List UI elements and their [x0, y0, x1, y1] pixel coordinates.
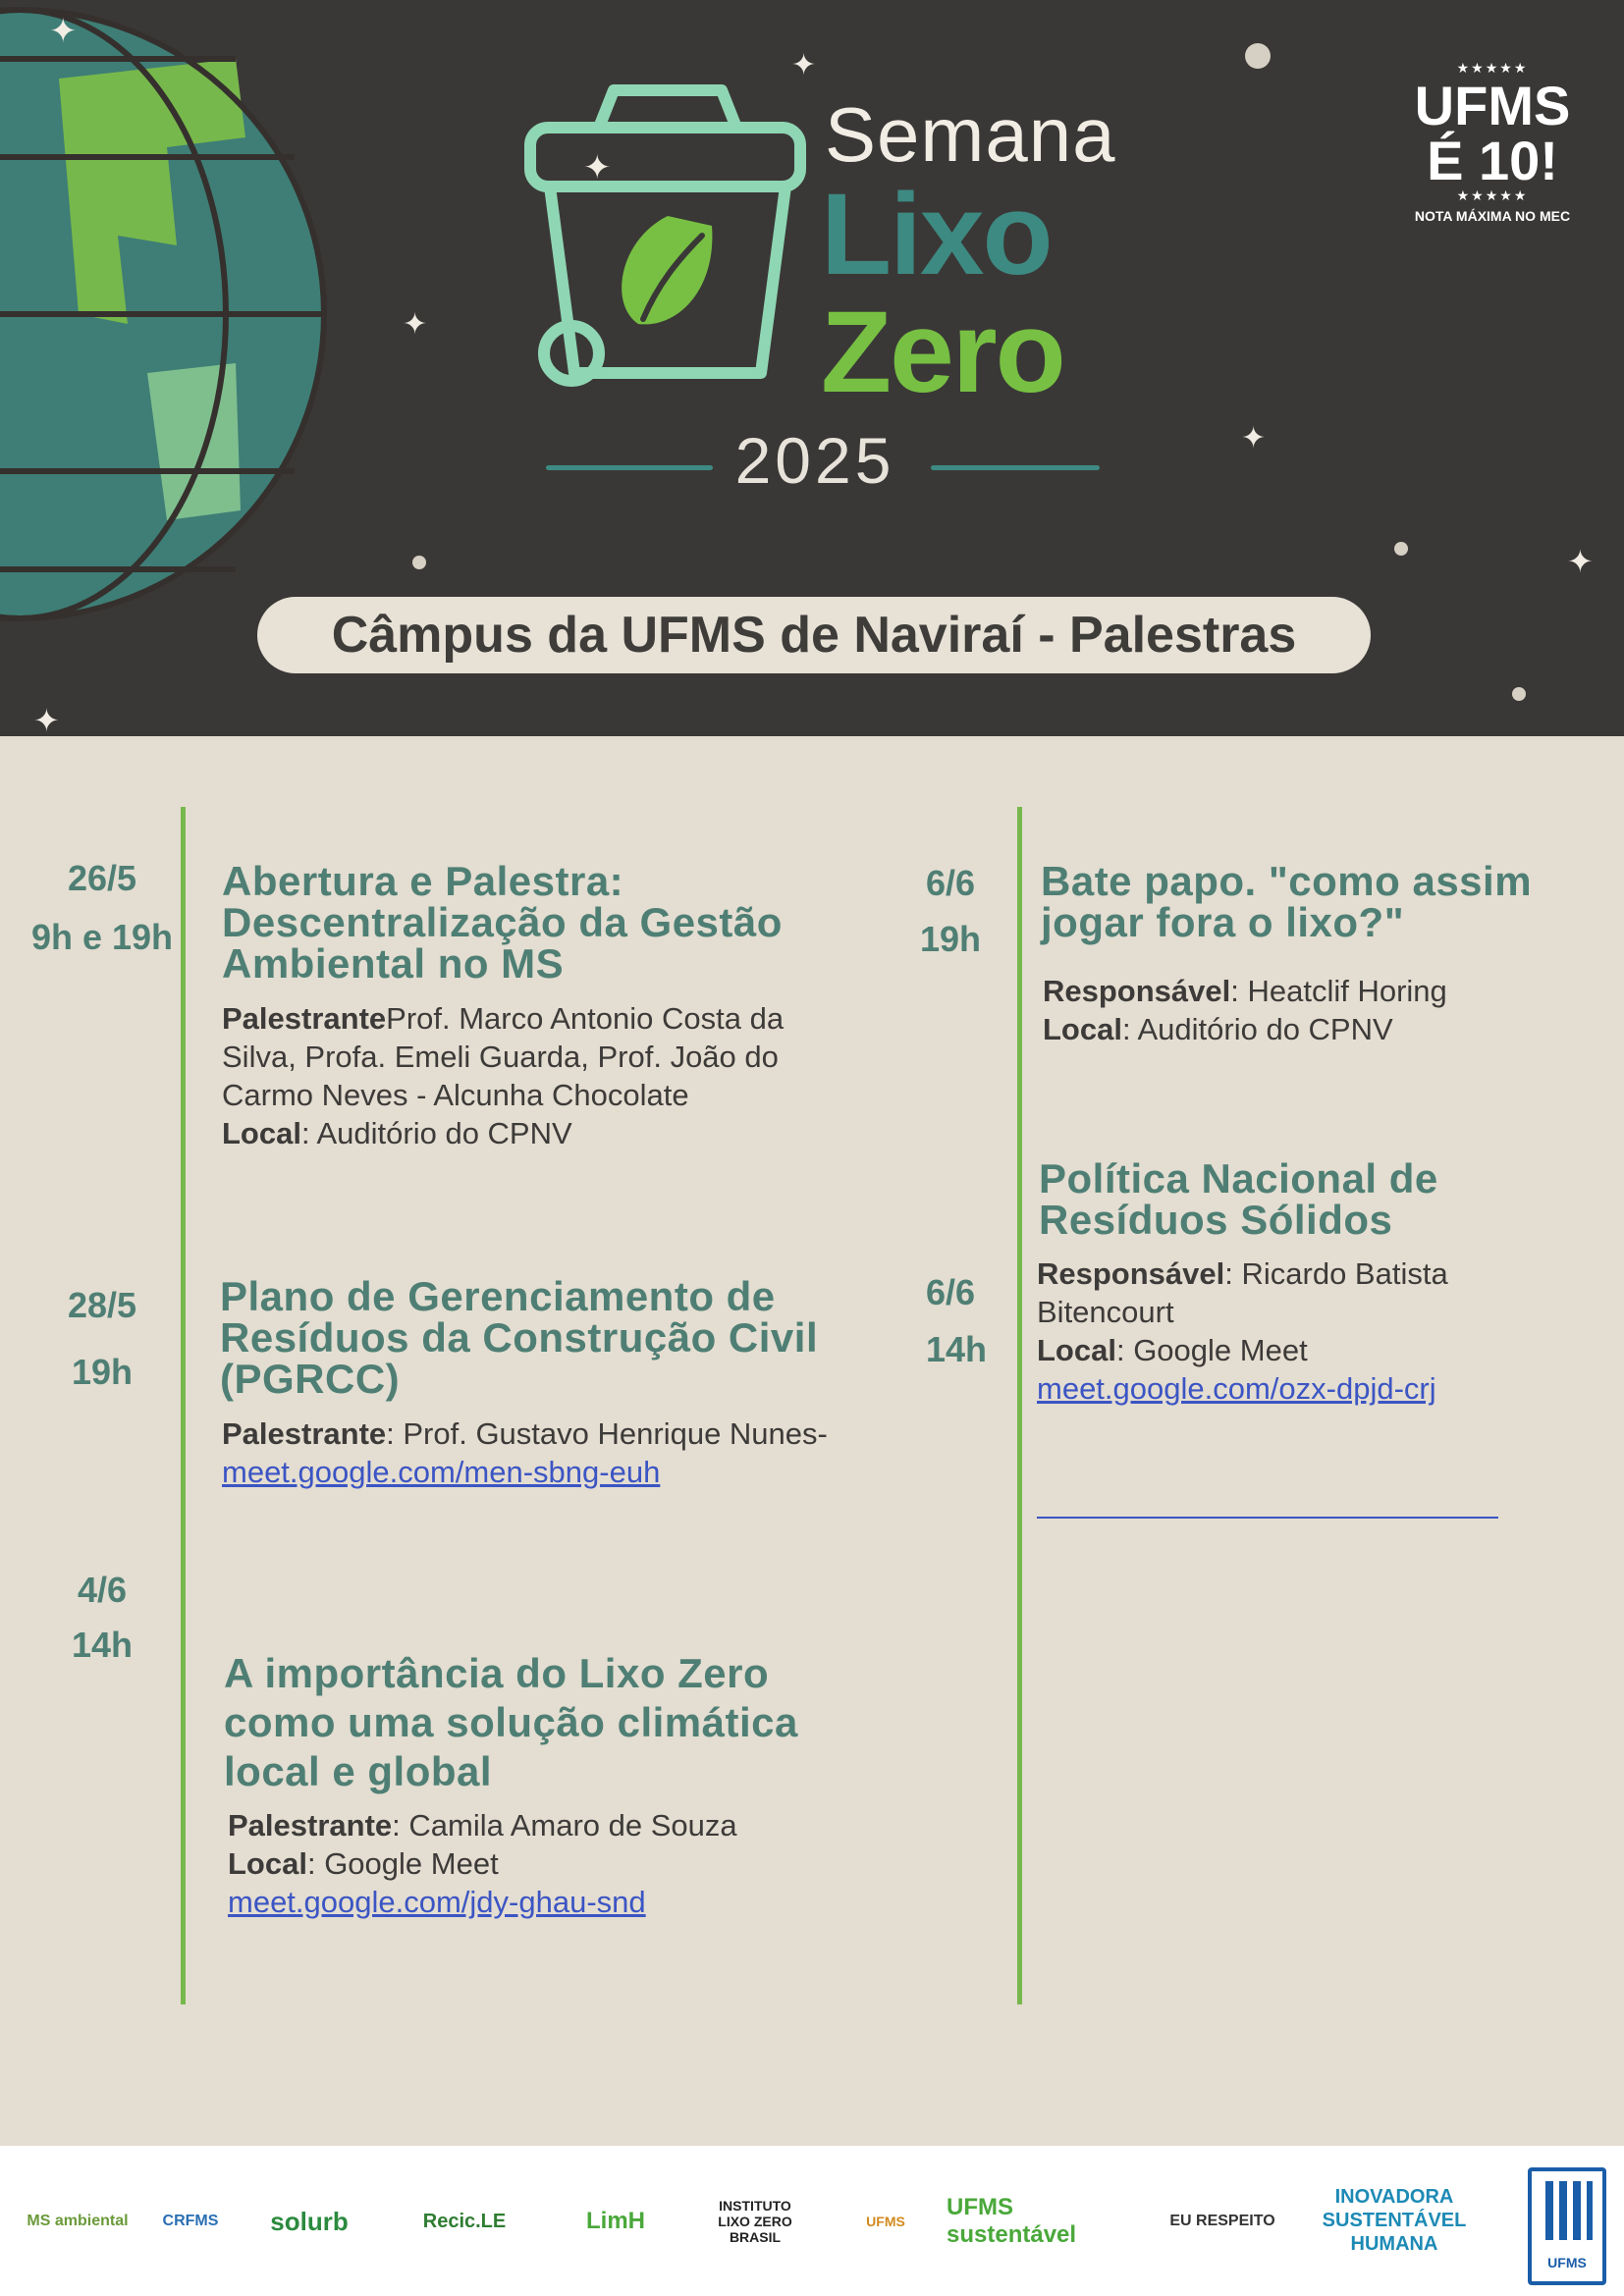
- title-semana: Semana: [825, 91, 1116, 178]
- responsible-value: : Ricardo Batista Bitencourt: [1037, 1256, 1448, 1329]
- event-time: 14h: [925, 1329, 988, 1369]
- slogan-line: INOVADORA: [1334, 2186, 1454, 2208]
- event-time: 19h: [71, 1352, 134, 1392]
- event-details: [222, 999, 831, 1152]
- location-value: : Auditório do CPNV: [1121, 1012, 1393, 1046]
- decor-dot: [1512, 687, 1526, 701]
- timeline-left: [181, 807, 186, 2004]
- event-title: A importância do Lixo Zero como uma solução climática local e global: [224, 1650, 798, 1794]
- slogan-line: SUSTENTÁVEL: [1322, 2210, 1467, 2231]
- blank-link-line: [1037, 1517, 1498, 1519]
- sponsor-lixo-zero-logo: INSTITUTO LIXO ZERO BRASIL: [718, 2198, 792, 2245]
- event-date: 6/6: [925, 863, 976, 903]
- badge-line-2: É 10!: [1427, 130, 1558, 191]
- timeline-right: [1017, 807, 1022, 2004]
- speaker-value: : Camila Amaro de Souza: [392, 1808, 737, 1842]
- event-date: 26/5: [67, 858, 137, 898]
- location-label: Local: [1043, 1012, 1122, 1046]
- speaker-label: Palestrante: [222, 1001, 387, 1036]
- sponsor-ufms-logo: UFMS: [866, 2214, 905, 2229]
- trash-bin-leaf-icon: [511, 79, 825, 402]
- event-time: 14h: [71, 1625, 134, 1665]
- sparkle-icon: ✦: [49, 12, 78, 51]
- slogan-line: HUMANA: [1350, 2233, 1438, 2255]
- globe-illustration: [0, 0, 353, 648]
- svg-text:✦: ✦: [583, 148, 612, 187]
- location-value: : Auditório do CPNV: [300, 1116, 572, 1150]
- location-label: Local: [228, 1846, 307, 1881]
- location-label: Local: [222, 1116, 301, 1150]
- meet-link[interactable]: meet.google.com/ozx-dpjd-crj: [1037, 1371, 1436, 1406]
- event-date: 4/6: [77, 1570, 128, 1610]
- event-details: [228, 1806, 837, 1921]
- event-title: Abertura e Palestra: Descentralização da Gestão Ambiental no MS: [222, 858, 783, 987]
- responsible-label: Responsável: [1043, 974, 1231, 1008]
- responsible-label: Responsável: [1037, 1256, 1225, 1291]
- responsible-value: : Heatclif Horing: [1230, 974, 1447, 1008]
- title-zero: Zero: [821, 288, 1064, 417]
- sponsor-eu-respeito-logo: EU RESPEITO: [1169, 2213, 1275, 2229]
- title-year: 2025: [734, 424, 895, 497]
- ufms-building-icon: [1532, 2171, 1602, 2250]
- year-divider-left: [546, 465, 713, 470]
- ufms-footer-text: UFMS: [1547, 2255, 1587, 2270]
- sponsor-crfms-logo: CRFMS: [162, 2213, 219, 2229]
- location-value: : Google Meet: [306, 1846, 499, 1881]
- title-lixo: Lixo: [821, 170, 1052, 299]
- decor-dot: [1394, 542, 1408, 556]
- decor-dot: [1245, 43, 1271, 69]
- inovadora-slogan: [1316, 2185, 1473, 2256]
- event-details: [222, 1415, 831, 1491]
- badge-stars: ★★★★★: [1456, 60, 1529, 76]
- speaker-label: Palestrante: [222, 1416, 387, 1451]
- event-date: 28/5: [67, 1285, 137, 1325]
- campus-subtitle: Câmpus da UFMS de Naviraí - Palestras: [257, 597, 1371, 673]
- event-time: 19h: [919, 919, 982, 959]
- speaker-value: : Prof. Gustavo Henrique Nunes-: [386, 1416, 828, 1451]
- sponsor-solurb-logo: solurb: [270, 2206, 349, 2236]
- event-date: 6/6: [925, 1272, 976, 1312]
- sparkle-icon: ✦: [1241, 421, 1267, 455]
- event-title: Plano de Gerenciamento de Resíduos da Construção Civil (PGRCC): [220, 1273, 819, 1402]
- sparkle-icon: ✦: [1567, 543, 1594, 580]
- sponsor-ms-ambiental-logo: MS ambiental: [27, 2213, 129, 2229]
- event-time: 9h e 19h: [30, 917, 174, 957]
- location-label: Local: [1037, 1333, 1116, 1367]
- meet-link[interactable]: meet.google.com/men-sbng-euh: [222, 1455, 661, 1489]
- sparkle-icon: ✦: [33, 702, 60, 736]
- badge-stars-bottom: ★★★★★: [1456, 187, 1529, 203]
- year-divider-right: [931, 465, 1100, 470]
- sponsor-limh-logo: LimH: [586, 2208, 645, 2234]
- speaker-label: Palestrante: [228, 1808, 393, 1842]
- sponsor-ufms-sustentavel-logo: UFMS sustentável: [947, 2194, 1077, 2248]
- poster-header: [0, 0, 1624, 736]
- event-title: Bate papo. "como assim jogar fora o lixo?": [1041, 858, 1533, 945]
- meet-link[interactable]: meet.google.com/jdy-ghau-snd: [228, 1885, 646, 1919]
- ufms-nota-10-badge: [1394, 61, 1591, 224]
- event-title: Política Nacional de Resíduos Sólidos: [1039, 1155, 1438, 1243]
- location-value: : Google Meet: [1115, 1333, 1308, 1367]
- sponsor-footer: [0, 2146, 1624, 2296]
- badge-line-3: NOTA MÁXIMA NO MEC: [1414, 208, 1571, 224]
- ufms-footer-logo: [1528, 2167, 1606, 2285]
- badge-line-1: UFMS: [1414, 75, 1571, 136]
- sparkle-icon: ✦: [403, 307, 428, 342]
- sparkle-icon: ✦: [791, 48, 817, 82]
- sponsor-recicle-logo: Recic.LE: [422, 2210, 507, 2232]
- event-details: [1043, 972, 1593, 1048]
- speaker-value: Prof. Marco Antonio Costa da Silva, Profa. Emeli Guarda, Prof. João do Carmo Neves - Alcunha Chocolate: [222, 1001, 785, 1112]
- event-details: [1037, 1255, 1528, 1408]
- decor-dot: [412, 556, 426, 569]
